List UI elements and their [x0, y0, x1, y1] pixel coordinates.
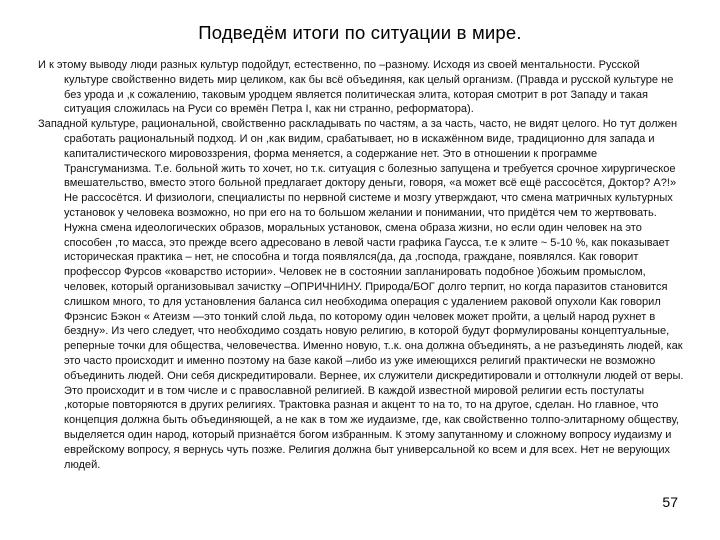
page-number: 57	[662, 494, 678, 510]
paragraph-russian-culture: И к этому выводу люди разных культур подойдут, естественно, по –разному. Исходя из своей ментальности. Русской культуре свойственно видеть мир целиком, как бы всё объединяя, как целый организм. (Правда и русской культуре не без урода и ,к сожалению, таковым уродцем является политическая элита, которая смотрит в рот Западу и такая ситуация сложилась на Руси со времён Петра I, как ни странно, реформатора).	[38, 59, 674, 116]
slide-body	[38, 58, 686, 472]
paragraph-western-culture: Западной культуре, рациональной, свойственно раскладывать по частям, а за часть, часто, не видят целого. Но тут должен сработать рациональный подход. И он ,как видим, срабатывает, но в искажённом виде, традиционно для запада и капиталистического мировоззрения, форма меняется, а содержание нет. Это в отношении к программе Трансгуманизма. Т.е. больной жить то хочет, но т.к. ситуация с болезнью запущена и требуется срочное хирургическое вмешательство, вместо этого больной предлагает доктору деньги, говоря, «а может всё ещё рассосётся, Доктор? А?!» Не рассосётся. И физиологи, специалисты по нервной системе и мозгу утверждают, что смена матричных культурных установок у человека возможно, но при его на то большом желании и понимании, что придётся чем то жертвовать. Нужна смена идеологических образов, моральных установок, смена образа жизни, но если один человек на это способен ,то масса, это прежде всего адресовано в левой части графика Гаусса, т.е к элите ~ 5-10 %, как показывает историческая практика – нет, не способна и тогда появлялся(да, да ,господа, граждане, появлялся. Как говорит профессор Фурсов «коварство истории». Человек не в состоянии запланировать подобное )божьим промыслом, человек, который организовывал зачистку –ОПРИЧНИНУ. Природа/БОГ долго терпит, но когда паразитов становится слишком много, то для установления баланса сил необходима операция с удалением раковой опухоли Как говорил Фрэнсис Бэкон « Атеизм —это тонкий слой льда, по которому один человек может пройти, а целый народ рухнет в бездну». Из чего следует, что необходимо создать новую религию, в которой будут формулированы концептуальные, реперные точки для общества, человечества. Именно новую, т..к. она должна объединять, а не разъединять людей, как это часто происходит и именно поэтому на базе какой –либо из уже имеющихся религий практически не возможно объединить людей. Они себя дискредитировали. Вернее, их служители дискредитировали и оттолкнули людей от веры. Это происходит и в том числе и с православной религией. В каждой известной мировой религии есть постулаты ,которые повторяются в других религиях. Трактовка разная и акцент то на то, то на другое, сделан. Но главное, что концепция должна быть объединяющей, а не как в том же иудаизме, где, как свойственно толпо-элитарному обществу, выделяется один народ, который признаётся богом избранным. К этому запутанному и сложному вопросу иудаизму и еврейскому вопросу, я вернусь чуть позже. Религия должна быт универсальной ко всем и для всех. Нет не верующих людей.	[38, 118, 684, 471]
slide-title: Подведём итоги по ситуации в мире.	[198, 22, 522, 43]
